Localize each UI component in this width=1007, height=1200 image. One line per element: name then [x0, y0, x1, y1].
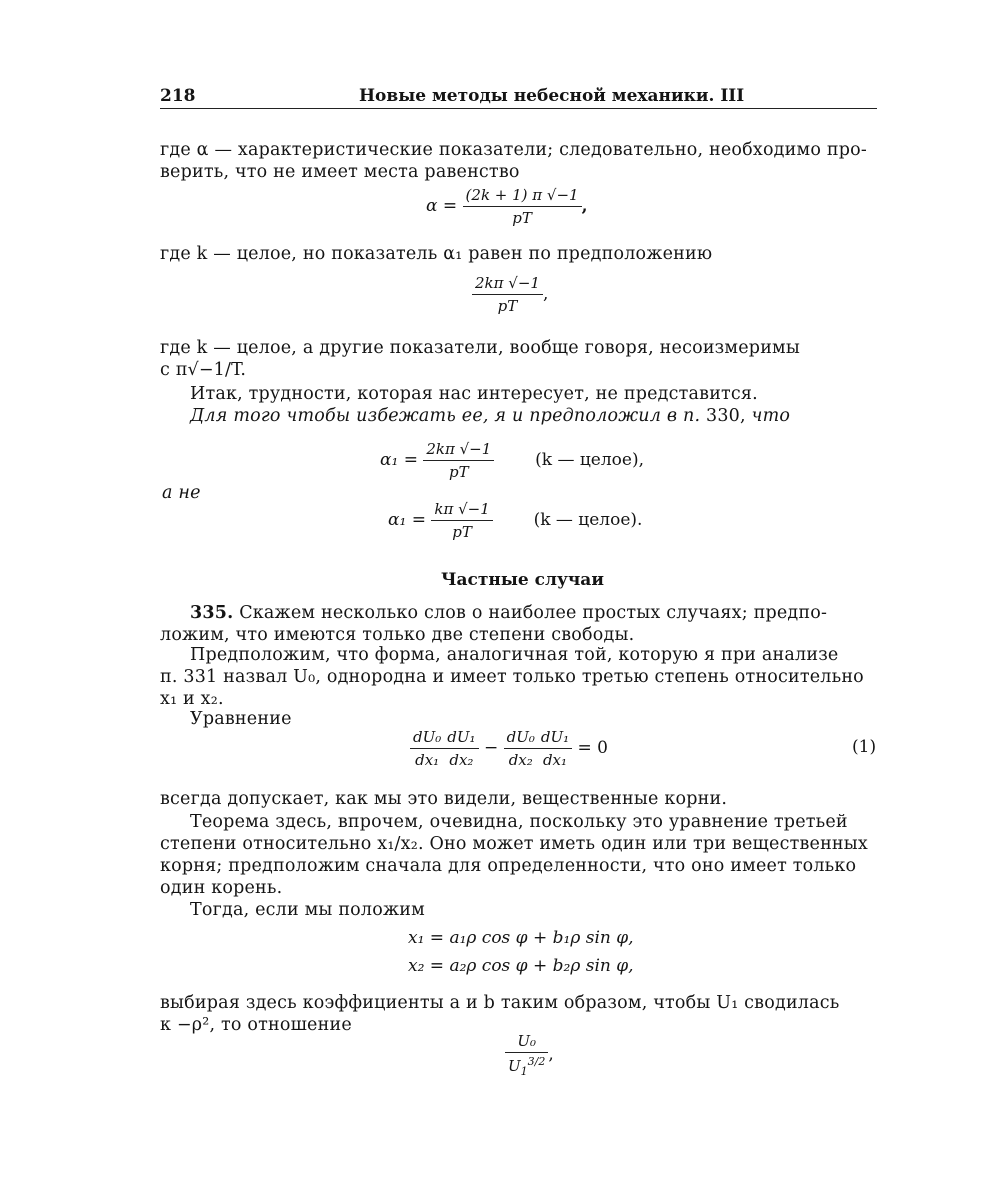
equation-alpha1-alt: α₁ = $\frac{k\pi √-1}{pT}$ (k — целое).: [388, 500, 643, 541]
equation-label: (1): [852, 737, 877, 757]
eq-note: (k — целое),: [535, 450, 644, 470]
text-line: степени относительно x₁/x₂. Оно может иметь один или три вещественных: [160, 834, 868, 854]
fraction: $\frac{(2k + 1) \pi √-1}{pT}$: [463, 186, 582, 227]
text-line: с π√−1/T.: [160, 360, 247, 380]
text-line: Итак, трудности, которая нас интересует, не представится.: [190, 384, 758, 404]
text-line: Уравнение: [190, 709, 292, 729]
text-line: один корень.: [160, 878, 283, 898]
equation-row: x₁ = a₁ρ cos φ + b₁ρ sin φ,: [408, 928, 634, 948]
equation-row: x₂ = a₂ρ cos φ + b₂ρ sin φ,: [408, 956, 634, 976]
equation-fraction: $\frac{2k\pi √-1}{pT}$ ,: [472, 274, 548, 315]
eq-note: (k — целое).: [533, 510, 643, 530]
eq-lhs: α =: [426, 196, 458, 216]
text-line: x₁ и x₂.: [160, 689, 224, 709]
equation-alpha: α = $\frac{(2k + 1) \pi √-1}{pT}$ ,: [426, 186, 588, 227]
equation-alpha1-integer: α₁ = $\frac{2k\pi √-1}{pT}$ (k — целое),: [380, 440, 644, 481]
text-line: где α — характеристические показатели; следовательно, необходимо про-: [160, 140, 867, 160]
fraction: $\frac{\text{U₀}}{U_1^{3/2}}$: [505, 1032, 548, 1078]
text-line: Для того чтобы избежать ее, я и предположил в п. 330, что: [190, 406, 791, 426]
fraction: $\frac{2k\pi √-1}{pT}$: [423, 440, 494, 481]
fraction: $\frac{2k\pi √-1}{pT}$: [472, 274, 543, 315]
equation-ratio: $\frac{\text{U₀}}{U_1^{3/2}}$ ,: [505, 1032, 554, 1078]
running-title: Новые методы небесной механики. III: [359, 86, 745, 106]
text-line: Предположим, что форма, аналогичная той, которую я при анализе: [190, 645, 839, 665]
text-line: всегда допускает, как мы это видели, вещественные корни.: [160, 789, 728, 809]
text-line: верить, что не имеет места равенство: [160, 162, 520, 182]
section-heading: Частные случаи: [441, 570, 604, 590]
text-line: выбирая здесь коэффициенты a и b таким образом, чтобы U₁ сводилась: [160, 993, 840, 1013]
text-line: к −ρ², то отношение: [160, 1015, 352, 1035]
text-line: ложим, что имеются только две степени свободы.: [160, 625, 635, 645]
text-line: корня; предположим сначала для определенности, что оно имеет только: [160, 856, 857, 876]
text-line: где k — целое, но показатель α₁ равен по предположению: [160, 244, 713, 264]
paragraph-number: 335.: [190, 603, 234, 623]
page-number: 218: [160, 86, 196, 106]
text-line: а не: [162, 483, 201, 503]
text-line: Теорема здесь, впрочем, очевидна, поскольку это уравнение третьей: [190, 812, 848, 832]
text-line: 335. Скажем несколько слов о наиболее простых случаях; предпо-: [190, 603, 828, 623]
text-line: Тогда, если мы положим: [190, 900, 425, 920]
equation-jacobian: $\frac{\text{dU₀}}{\text{dx₁}}$ $\frac{\text{dU₁}}{\text{dx₂}}$ − $\frac{\text{dU₀}}{\text{dx₂}}$ $\frac{\text{dU₁}}{\text{dx₁}}$ = 0: [410, 728, 608, 769]
text-line: п. 331 назвал U₀, однородна и имеет только третью степень относительно: [160, 667, 864, 687]
fraction: $\frac{k\pi √-1}{pT}$: [431, 500, 492, 541]
text-line: где k — целое, а другие показатели, вообще говоря, несоизмеримы: [160, 338, 801, 358]
header-rule: [160, 108, 877, 109]
